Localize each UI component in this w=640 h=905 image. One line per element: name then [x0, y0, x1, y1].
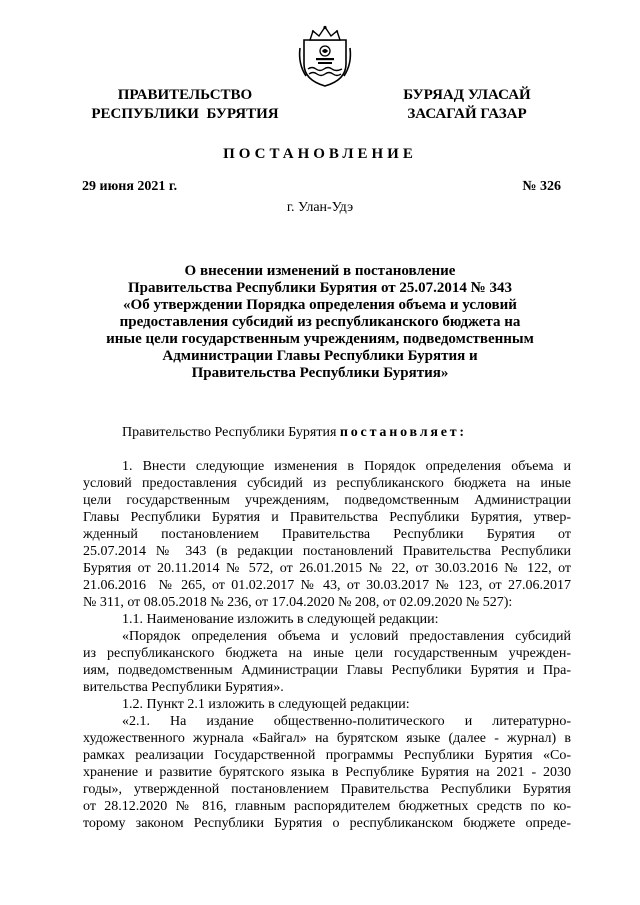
- issuer-name-buryat: [392, 86, 542, 124]
- document-number: № 326: [522, 179, 561, 194]
- preamble-text: Правительство Республики Бурятия: [122, 425, 337, 440]
- body-line: годы», утвержденной постановлением Правительства Республики Бурятия: [83, 782, 571, 797]
- body-line: рамках реализации Государственной программы Республики Бурятия «Со-: [83, 748, 571, 763]
- body-line: торому законом Республики Бурятия о республиканском бюджете опреде-: [83, 816, 571, 831]
- body-line: условий предоставления субсидий из республиканского бюджета на иные: [83, 476, 571, 491]
- body-line: «2.1. На издание общественно-политического и литературно-: [122, 714, 571, 729]
- title-line: предоставления субсидий из республиканского бюджета на: [119, 314, 521, 330]
- body-line: № 311, от 08.05.2018 № 236, от 17.04.2020 № 208, от 02.09.2020 № 527):: [83, 595, 513, 610]
- body-line: из республиканского бюджета на иные цели государственным учрежден-: [83, 646, 571, 661]
- body-line: 1.2. Пункт 2.1 изложить в следующей редакции:: [122, 697, 410, 712]
- title-line: О внесении изменений в постановление: [184, 263, 456, 279]
- body-line: хранение и развитие бурятского языка в Республике Бурятия на 2021 - 2030: [83, 765, 571, 780]
- body-line: жденный постановлением Правительства Республики Бурятия от: [83, 527, 571, 542]
- document-city: г. Улан-Удэ: [286, 200, 354, 215]
- body-line: от 28.12.2020 № 816, главным распорядителем бюджетных средств по ко-: [83, 799, 571, 814]
- body-line: 25.07.2014 № 343 (в редакции постановлений Правительства Республики: [83, 544, 571, 559]
- body-line: Главы Республики Бурятия и Правительства Республики Бурятия, утвер-: [83, 510, 571, 525]
- body-line: художественного журнала «Байгал» на бурятском языке (далее - журнал) в: [83, 731, 571, 746]
- title-line: Правительства Республики Бурятия»: [191, 365, 449, 381]
- title-line: «Об утверждении Порядка определения объема и условий: [123, 297, 517, 313]
- title-line: Администрации Главы Республики Бурятия и: [162, 348, 478, 364]
- title-line: Правительства Республики Бурятия от 25.07.2014 № 343: [127, 280, 512, 296]
- body-line: иям, подведомственным Администрации Главы Республики Бурятия и Пра-: [83, 663, 571, 678]
- document-type: ПОСТАНОВЛЕНИЕ: [223, 146, 417, 162]
- title-line: иные цели государственным учреждениям, подведомственным: [106, 331, 534, 347]
- preamble: [122, 425, 467, 441]
- body-line: цели государственным учреждениям, подведомственным Администрации: [83, 493, 571, 508]
- body-line: «Порядок определения объема и условий предоставления субсидий: [122, 629, 571, 644]
- body-line: вительства Республики Бурятия».: [83, 680, 284, 695]
- body-line: Бурятия от 20.11.2014 № 572, от 26.01.2015 № 22, от 30.03.2016 № 122, от: [83, 561, 571, 576]
- coat-of-arms-icon: [296, 24, 354, 88]
- body-line: 1. Внести следующие изменения в Порядок определения объема и: [122, 459, 571, 474]
- preamble-verb: постановляет:: [339, 425, 467, 440]
- body-line: 1.1. Наименование изложить в следующей редакции:: [122, 612, 439, 627]
- document-body: [83, 458, 571, 832]
- issuer-buryat-line-2: ЗАСАГАЙ ГАЗАР: [407, 106, 527, 122]
- issuer-russian-line-2: РЕСПУБЛИКИ БУРЯТИЯ: [91, 106, 279, 122]
- issuer-russian-line-1: ПРАВИТЕЛЬСТВО: [117, 87, 253, 103]
- issuer-name-russian: [85, 86, 285, 124]
- document-title: [80, 263, 560, 382]
- issuer-buryat-line-1: БУРЯАД УЛАСАЙ: [403, 87, 531, 103]
- document-date: 29 июня 2021 г.: [82, 179, 178, 194]
- body-line: 21.06.2016 № 265, от 01.02.2017 № 43, от 30.03.2017 № 123, от 27.06.2017: [83, 578, 571, 593]
